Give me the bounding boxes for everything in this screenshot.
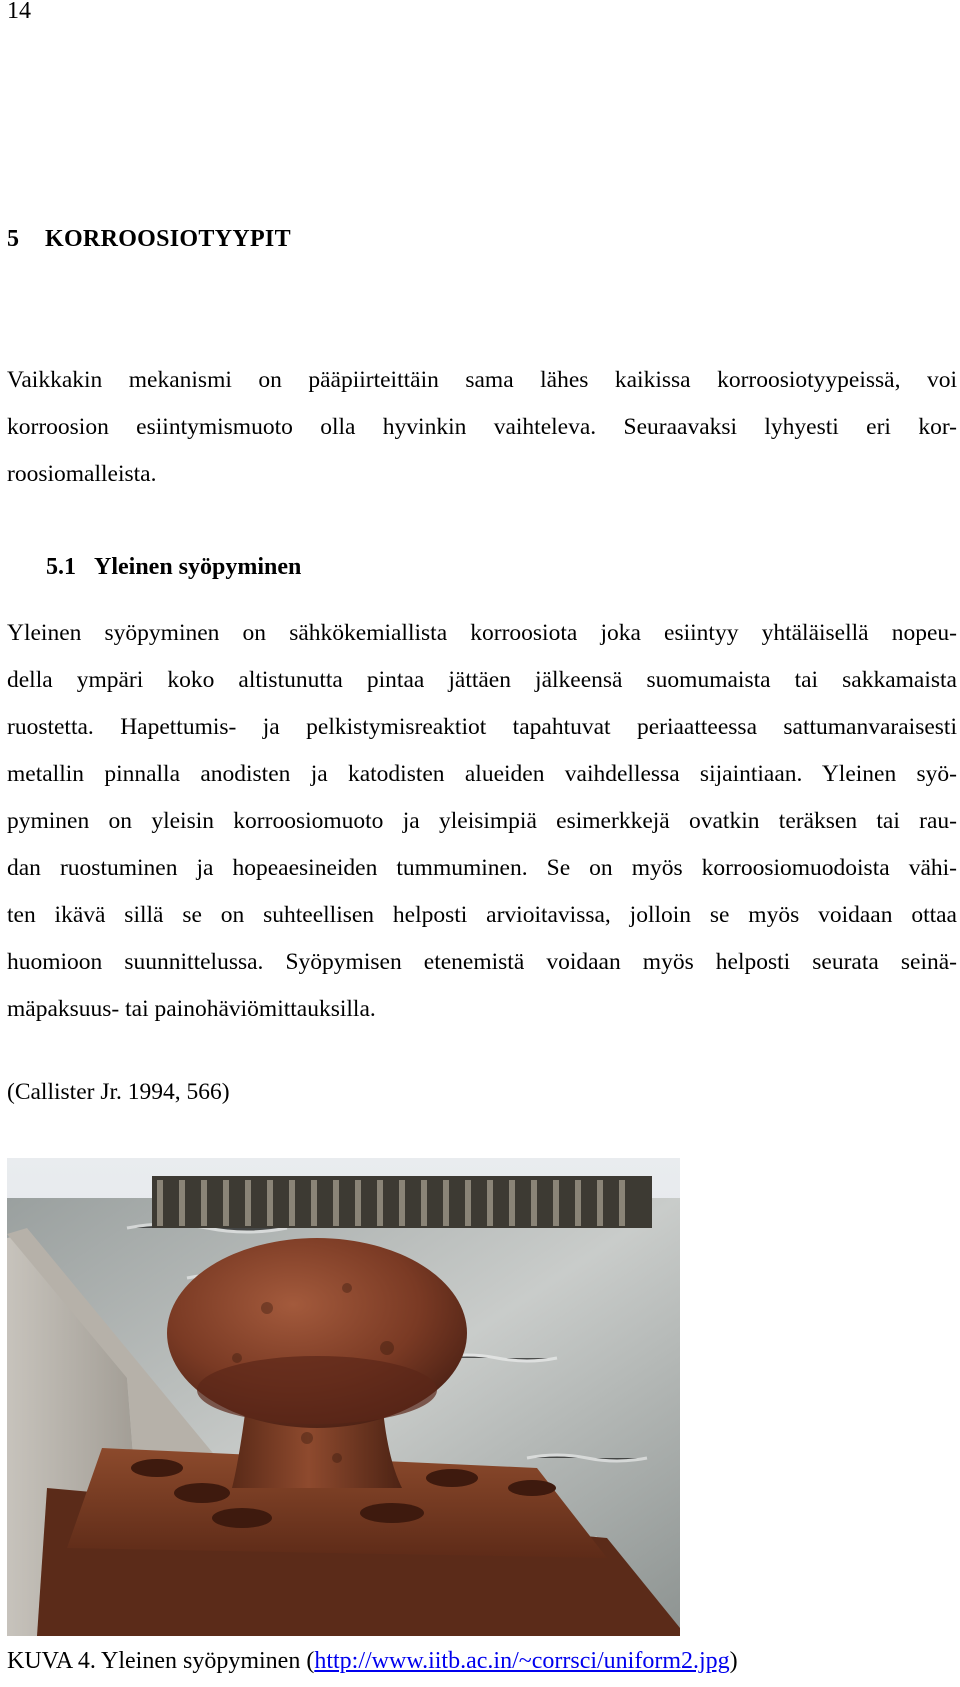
- figure-caption: [7, 1648, 738, 1675]
- rusty-bollard-photo: [7, 1158, 680, 1636]
- body-line: dan ruostuminen ja hopeaesineiden tummuminen. Se on myös korroosiomuodoista vähi-: [7, 855, 957, 881]
- intro-line: roosiomalleista.: [7, 461, 157, 487]
- body-line: pyminen on yleisin korroosiomuoto ja yleisimpiä esimerkkejä ovatkin teräksen tai rau-: [7, 808, 957, 834]
- body-paragraph: [7, 610, 957, 1033]
- section-number: 5.1: [46, 554, 76, 580]
- section-title: Yleinen syöpyminen: [94, 554, 302, 580]
- body-line: della ympäri koko altistunutta pintaa jättäen jälkeensä suomumaista tai sakkamaista: [7, 667, 957, 693]
- page-number: 14: [7, 0, 31, 24]
- citation: (Callister Jr. 1994, 566): [7, 1079, 230, 1105]
- figure-source-link[interactable]: http://www.iitb.ac.in/~corrsci/uniform2.jpg: [314, 1648, 730, 1674]
- caption-text: KUVA 4. Yleinen syöpyminen (: [7, 1648, 315, 1674]
- body-line: ten ikävä sillä se on suhteellisen helposti arvioitavissa, jolloin se myös voidaan ottaa: [7, 902, 957, 928]
- chapter-title: KORROOSIOTYYPIT: [45, 226, 291, 252]
- body-line: mäpaksuus- tai painohäviömittauksilla.: [7, 996, 376, 1022]
- body-line: metallin pinnalla anodisten ja katodisten alueiden vaihdellessa sijaintiaan. Yleinen syö-: [7, 761, 957, 787]
- chapter-heading: [7, 226, 291, 253]
- caption-suffix: ): [729, 1648, 738, 1674]
- section-heading: [46, 554, 301, 581]
- intro-line: korroosion esiintymismuoto olla hyvinkin vaihteleva. Seuraavaksi lyhyesti eri kor-: [7, 414, 957, 440]
- chapter-number: 5: [7, 226, 20, 252]
- body-line: Yleinen syöpyminen on sähkökemiallista korroosiota joka esiintyy yhtäläisellä nopeu-: [7, 620, 957, 646]
- body-line: huomioon suunnittelussa. Syöpymisen etenemistä voidaan myös helposti seurata seinä-: [7, 949, 957, 975]
- body-line: ruostetta. Hapettumis- ja pelkistymisreaktiot tapahtuvat periaatteessa sattumanvaraisesti: [7, 714, 957, 740]
- intro-line: Vaikkakin mekanismi on pääpiirteittäin sama lähes kaikissa korroosiotyypeissä, voi: [7, 367, 957, 393]
- intro-paragraph: [7, 357, 957, 498]
